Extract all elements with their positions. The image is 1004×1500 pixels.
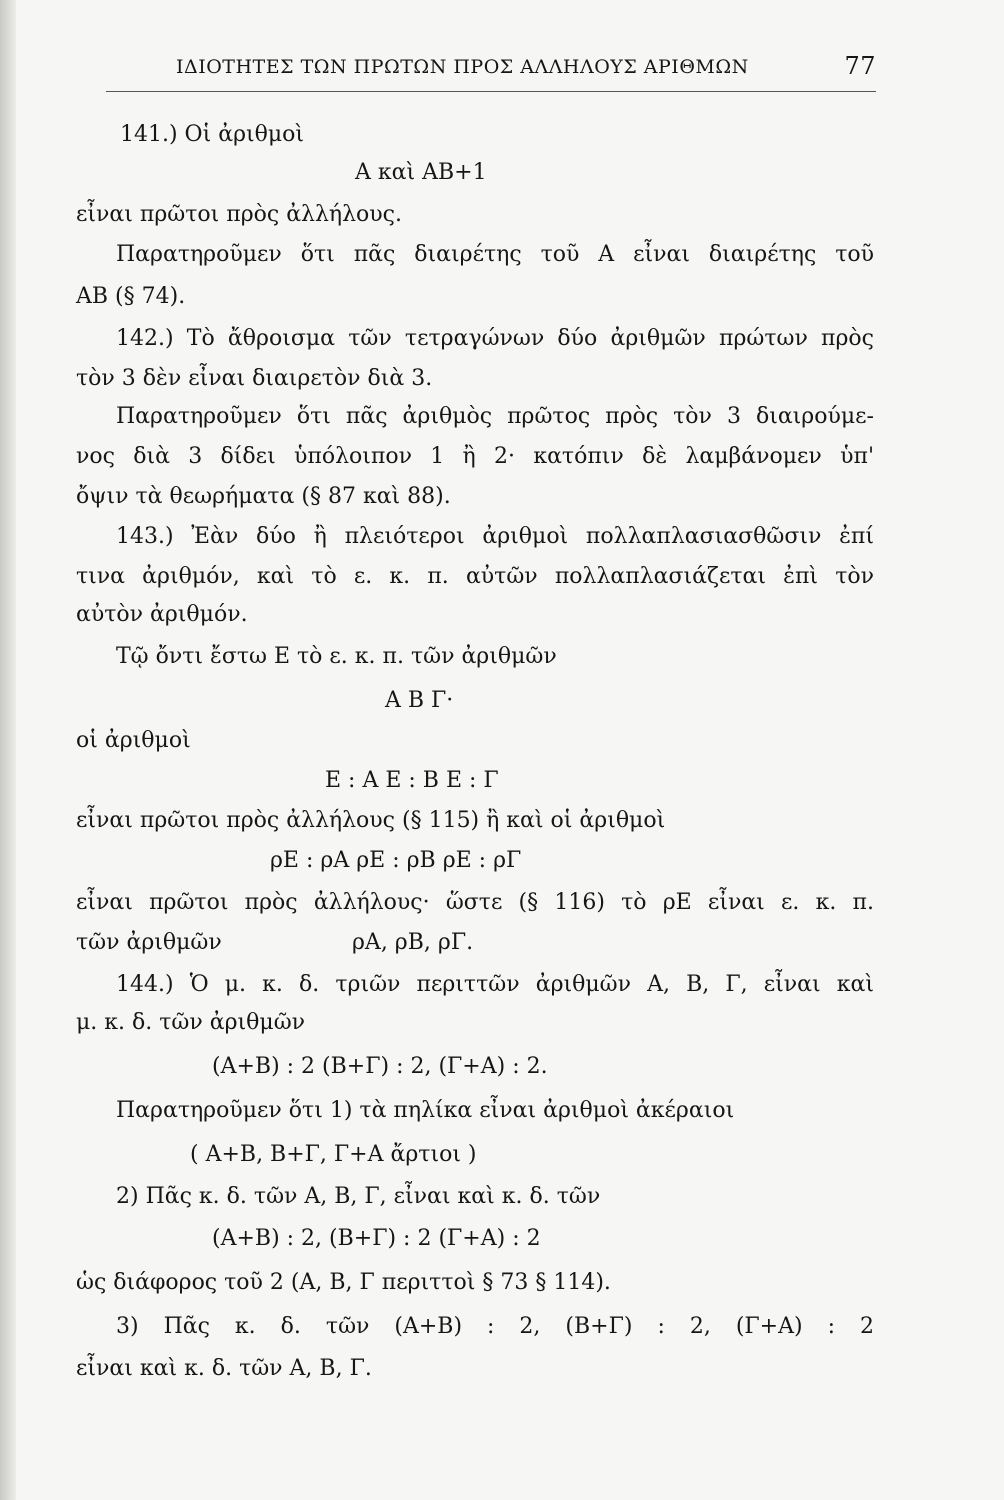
formula-line: (Α+Β) : 2 (Β+Γ) : 2, (Γ+Α) : 2. xyxy=(212,1054,548,1079)
header-rule xyxy=(106,91,876,92)
formula-line: (Α+Β) : 2, (Β+Γ) : 2 (Γ+Α) : 2 xyxy=(212,1226,541,1251)
text-line: εἶναι πρῶτοι πρὸς ἀλλήλους (§ 115) ἢ καὶ οἱ ἀριθμοὶ xyxy=(76,808,666,833)
text-line: 143.) Ἐὰν δύο ἢ πλειότεροι ἀριθμοὶ πολλαπλασιασθῶσιν ἐπί xyxy=(116,524,874,549)
text-line: τὸν 3 δὲν εἶναι διαιρετὸν διὰ 3. xyxy=(76,366,433,391)
text-line: εἶναι καὶ κ. δ. τῶν Α, Β, Γ. xyxy=(76,1356,372,1381)
text-line: τινα ἀριθμόν, καὶ τὸ ε. κ. π. αὐτῶν πολλαπλασιάζεται ἐπὶ τὸν xyxy=(76,564,874,589)
text-line: Παρατηροῦμεν ὅτι 1) τὰ πηλίκα εἶναι ἀριθμοὶ ἀκέραιοι xyxy=(116,1098,735,1123)
formula-line: Α Β Γ· xyxy=(385,688,454,713)
formula-line: Ε : Α Ε : Β Ε : Γ xyxy=(325,768,499,793)
text-line: 2) Πᾶς κ. δ. τῶν Α, Β, Γ, εἶναι καὶ κ. δ. τῶν xyxy=(116,1184,601,1209)
text-line: εἶναι πρῶτοι πρὸς ἀλλήλους. xyxy=(76,202,402,227)
text-line: οἱ ἀριθμοὶ xyxy=(76,728,191,753)
running-title: ΙΔΙΟΤΗΤΕΣ ΤΩΝ ΠΡΩΤΩΝ ΠΡΟΣ ΑΛΛΗΛΟΥΣ ΑΡΙΘΜΩΝ xyxy=(176,56,749,78)
formula-line: Α καὶ ΑΒ+1 xyxy=(355,160,487,185)
text-line: ὄψιν τὰ θεωρήματα (§ 87 καὶ 88). xyxy=(76,484,451,509)
text-line: ὡς διάφορος τοῦ 2 (Α, Β, Γ περιττοὶ § 73 § 114). xyxy=(76,1270,611,1295)
binding-gutter xyxy=(0,0,16,1500)
formula-line: ρΑ, ρΒ, ρΓ. xyxy=(352,930,474,955)
text-line: εἶναι πρῶτοι πρὸς ἀλλήλους· ὥστε (§ 116) τὸ ρΕ εἶναι ε. κ. π. xyxy=(76,890,874,915)
text-line: 141.) Οἱ ἀριθμοὶ xyxy=(120,122,305,147)
text-line: 144.) Ὁ μ. κ. δ. τριῶν περιττῶν ἀριθμῶν Α, Β, Γ, εἶναι καὶ xyxy=(116,972,874,997)
text-line: Τῷ ὄντι ἔστω Ε τὸ ε. κ. π. τῶν ἀριθμῶν xyxy=(116,644,557,669)
text-line: 142.) Τὸ ἄθροισμα τῶν τετραγώνων δύο ἀριθμῶν πρώτων πρὸς xyxy=(116,326,874,351)
text-line: Παρατηροῦμεν ὅτι πᾶς διαιρέτης τοῦ Α εἶναι διαιρέτης τοῦ xyxy=(116,242,874,267)
text-line: νος διὰ 3 δίδει ὑπόλοιπον 1 ἢ 2· κατόπιν δὲ λαμβάνομεν ὑπ' xyxy=(76,444,874,469)
text-line: ΑΒ (§ 74). xyxy=(76,284,186,309)
page-number: 77 xyxy=(844,52,876,80)
text-line: αὐτὸν ἀριθμόν. xyxy=(76,602,248,627)
text-line: μ. κ. δ. τῶν ἀριθμῶν xyxy=(76,1010,306,1035)
text-line: Παρατηροῦμεν ὅτι πᾶς ἀριθμὸς πρῶτος πρὸς τὸν 3 διαιρούμε- xyxy=(116,404,874,429)
text-line: τῶν ἀριθμῶν xyxy=(76,930,222,955)
running-header xyxy=(176,52,876,88)
formula-line: ( Α+Β, Β+Γ, Γ+Α ἄρτιοι ) xyxy=(190,1142,477,1167)
text-line: 3) Πᾶς κ. δ. τῶν (Α+Β) : 2, (Β+Γ) : 2, (Γ+Α) : 2 xyxy=(116,1314,874,1339)
formula-line: ρΕ : ρΑ ρΕ : ρΒ ρΕ : ρΓ xyxy=(270,848,522,873)
